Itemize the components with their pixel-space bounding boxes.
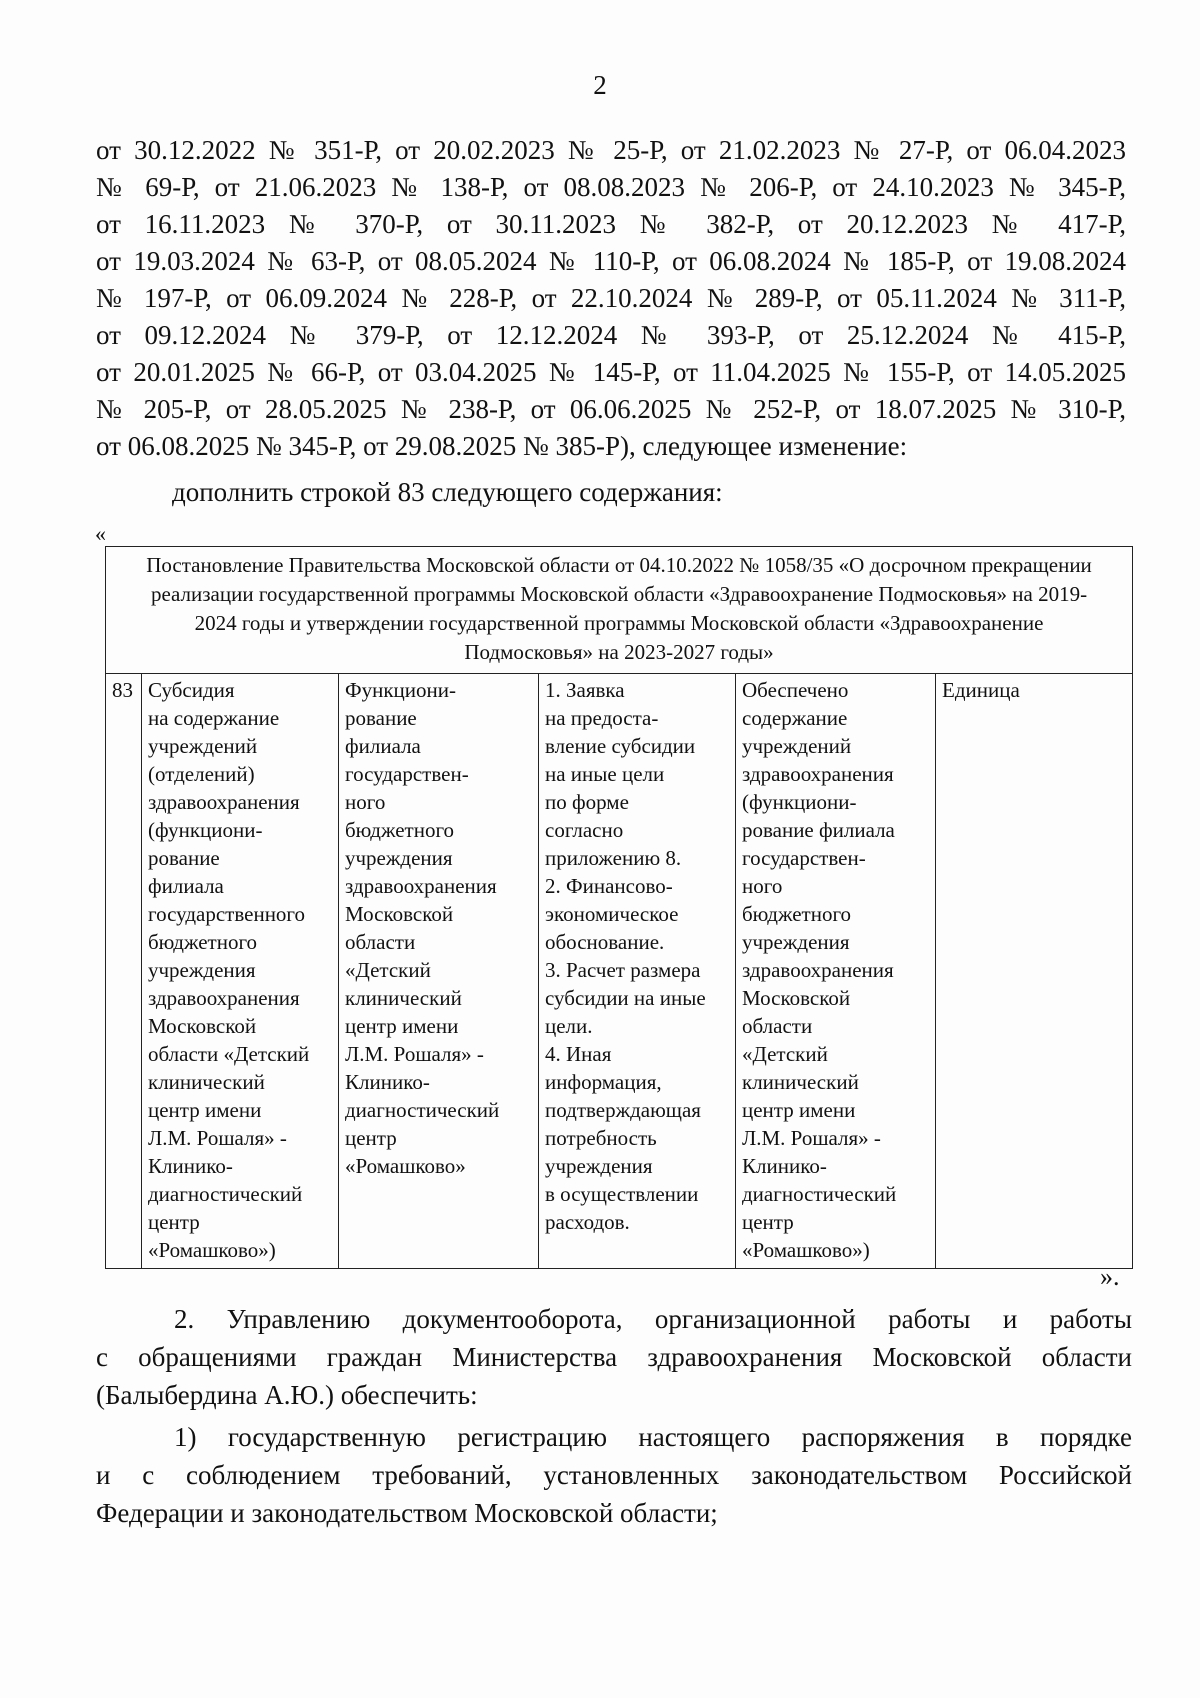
row-number: 83 [106, 674, 142, 1269]
paragraph-line: Федерации и законодательством Московской области; [96, 1498, 718, 1528]
paragraph-line: 2. Управлению документооборота, организационной работы и работы [174, 1304, 1132, 1334]
paragraph-line: с обращениями граждан Министерства здравоохранения Московской области [96, 1342, 1132, 1372]
intro-line: от 30.12.2022 № 351-Р, от 20.02.2023 № 25-Р, от 21.02.2023 № 27-Р, от 06.04.2023 [96, 135, 1126, 165]
paragraph-2-item-1 [96, 1418, 1132, 1532]
unit-cell: Единица [936, 674, 1133, 1269]
paragraph-2 [96, 1300, 1132, 1414]
open-quote: « [95, 521, 106, 546]
table-header-resolution: Постановление Правительства Московской области от 04.10.2022 № 1058/35 «О досрочном прекращении реализации государственной программы Московской области «Здравоохранение Подмосковья» на 2019-2024 годы и утверждении государственной программы Московской области «Здравоохранение Подмосковья» на 2023-2027 годы» [106, 547, 1133, 674]
subsidy-name-cell: Субсидия на содержание учреждений (отделений) здравоохранения (функциони- рование филиала государственного бюджетного учреждения здравоохранения Московской области «Детский клинический центр имени Л.М. Рошаля» - Клинико- диагностический центр «Ромашково») [142, 674, 339, 1269]
intro-line: № 69-Р, от 21.06.2023 № 138-Р, от 08.08.2023 № 206-Р, от 24.10.2023 № 345-Р, [96, 172, 1126, 202]
table-row [106, 674, 1133, 1269]
supplement-instruction: дополнить строкой 83 следующего содержания: [172, 477, 723, 507]
subsidy-purpose-cell: Функциони- рование филиала государствен- ного бюджетного учреждения здравоохранения Московской области «Детский клинический центр имени Л.М. Рошаля» - Клинико- диагностический центр «Ромашково» [339, 674, 539, 1269]
intro-line: от 19.03.2024 № 63-Р, от 08.05.2024 № 110-Р, от 06.08.2024 № 185-Р, от 19.08.2024 [96, 246, 1126, 276]
paragraph-line: 1) государственную регистрацию настоящего распоряжения в порядке [174, 1422, 1132, 1452]
paragraph-line: (Балыбердина А.Ю.) обеспечить: [96, 1380, 478, 1410]
page-number: 2 [593, 70, 607, 100]
amendment-table [105, 546, 1133, 1269]
close-quote: ». [1100, 1262, 1120, 1291]
required-documents-cell: 1. Заявка на предоста- вление субсидии на иные цели по форме согласно приложению 8. 2. Финансово- экономическое обоснование. 3. Расчет размера субсидии на иные цели. 4. Иная информация, подтверждающая потребность учреждения в осуществлении расходов. [539, 674, 736, 1269]
result-cell: Обеспечено содержание учреждений здравоохранения (функциони- рование филиала государствен- ного бюджетного учреждения здравоохранения Московской области «Детский клинический центр имени Л.М. Рошаля» - Клинико- диагностический центр «Ромашково») [736, 674, 936, 1269]
paragraph-line: и с соблюдением требований, установленных законодательством Российской [96, 1460, 1132, 1490]
intro-line: от 06.08.2025 № 345-Р, от 29.08.2025 № 385-Р), следующее изменение: [96, 431, 908, 461]
table-header-row [106, 547, 1133, 674]
intro-paragraph [96, 132, 1126, 465]
intro-line: от 20.01.2025 № 66-Р, от 03.04.2025 № 145-Р, от 11.04.2025 № 155-Р, от 14.05.2025 [96, 357, 1126, 387]
intro-line: от 16.11.2023 № 370-Р, от 30.11.2023 № 382-Р, от 20.12.2023 № 417-Р, [96, 209, 1126, 239]
intro-line: № 197-Р, от 06.09.2024 № 228-Р, от 22.10.2024 № 289-Р, от 05.11.2024 № 311-Р, [96, 283, 1126, 313]
intro-line: от 09.12.2024 № 379-Р, от 12.12.2024 № 393-Р, от 25.12.2024 № 415-Р, [96, 320, 1126, 350]
intro-line: № 205-Р, от 28.05.2025 № 238-Р, от 06.06.2025 № 252-Р, от 18.07.2025 № 310-Р, [96, 394, 1126, 424]
